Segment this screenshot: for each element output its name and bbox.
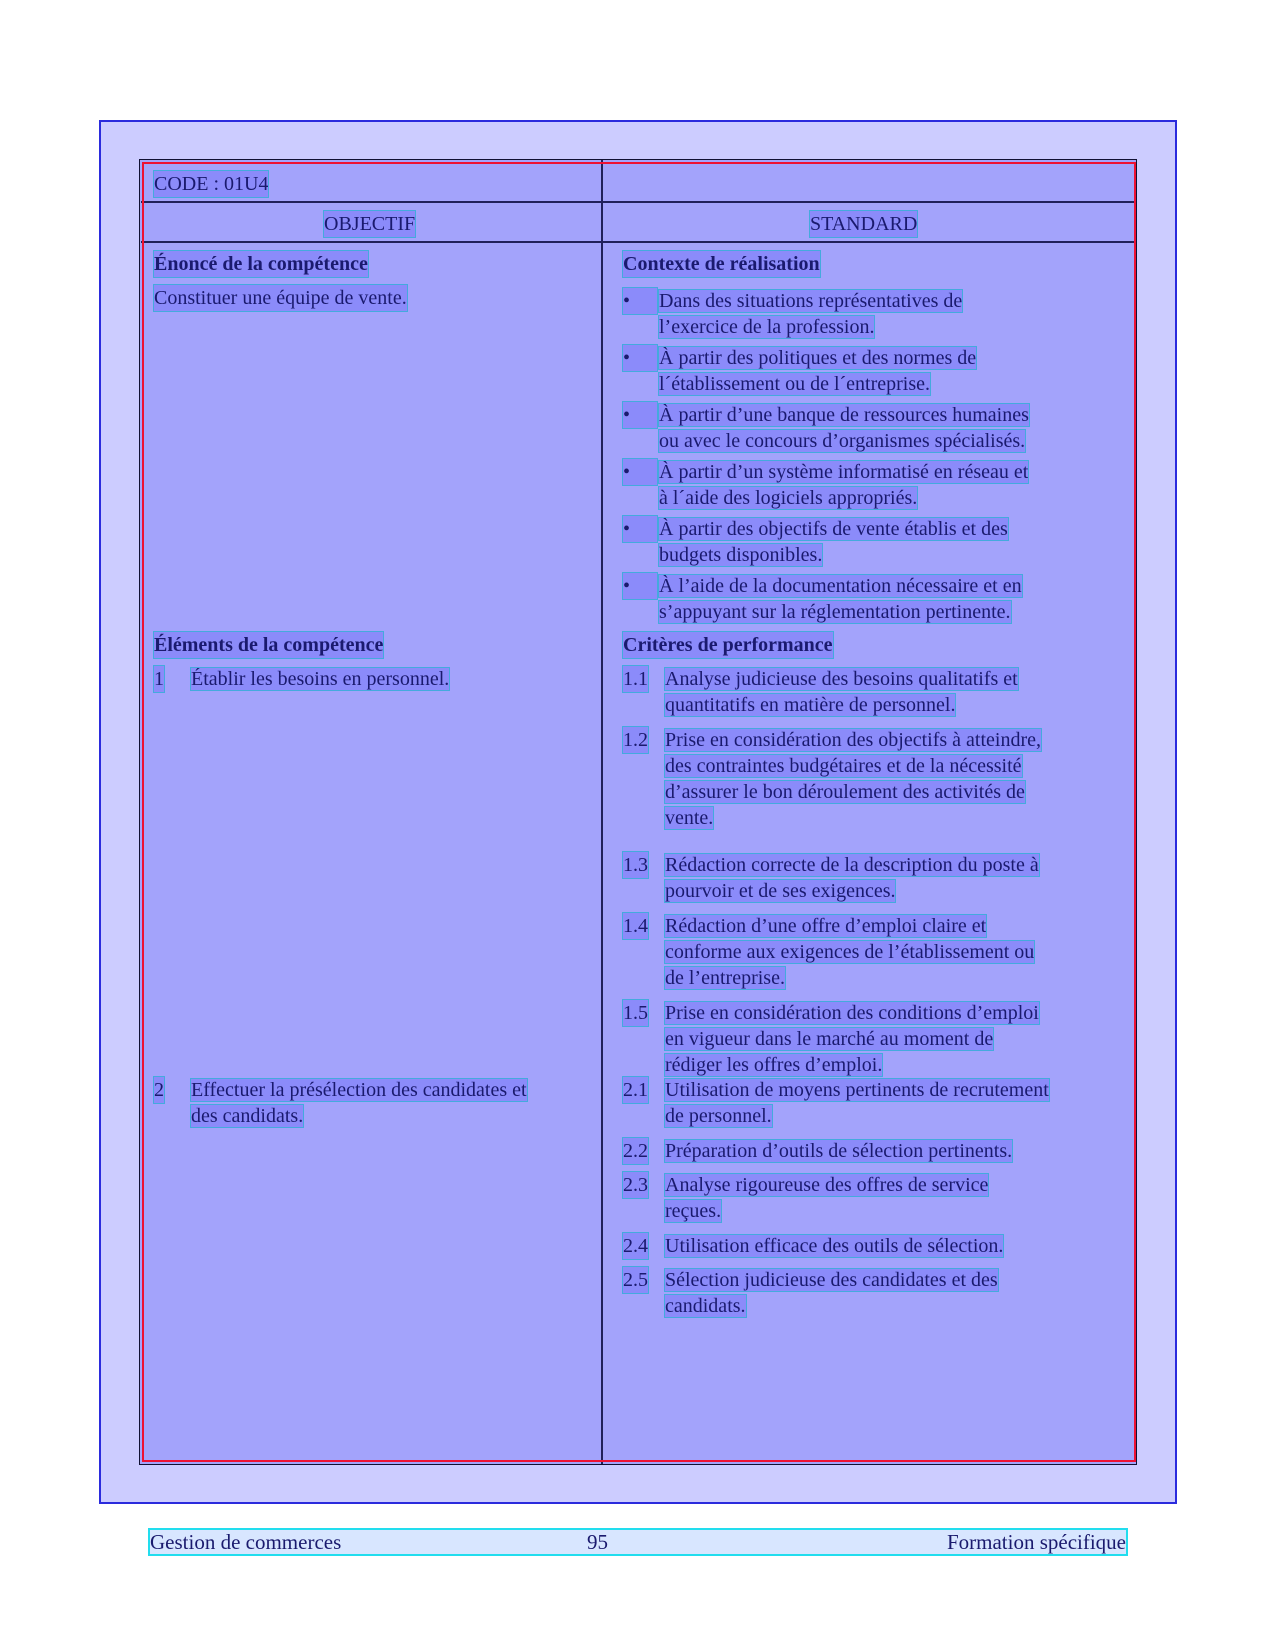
text-run: À partir des objectifs de vente établis et des <box>659 518 1008 540</box>
text-line <box>665 1267 998 1293</box>
text-line <box>659 485 1028 511</box>
row-divider <box>141 201 1135 203</box>
text-line <box>665 878 1039 904</box>
element-number: 2 <box>154 1079 164 1101</box>
text-run: conforme aux exigences de l’établissement ou <box>665 941 1035 963</box>
element-text <box>191 666 449 692</box>
text-line <box>665 852 1039 878</box>
critere-text <box>665 1233 1003 1259</box>
element-text <box>191 1077 527 1129</box>
text-run: À partir d’un système informatisé en réseau et <box>659 461 1029 483</box>
bullet-marker: • <box>623 516 657 542</box>
footer-program: Gestion de commerces <box>150 1530 342 1554</box>
text-run: Utilisation efficace des outils de sélection. <box>665 1235 1004 1257</box>
contexte-item-text <box>659 345 976 397</box>
contexte-item-text <box>659 573 1022 625</box>
text-run: de personnel. <box>665 1105 772 1127</box>
text-run: Rédaction correcte de la description du poste à <box>665 854 1039 876</box>
column-divider <box>601 160 603 1464</box>
text-line <box>665 779 1041 805</box>
text-line <box>665 692 1018 718</box>
text-run: l’exercice de la profession. <box>659 316 875 338</box>
critere-text <box>665 666 1018 718</box>
elements-title: Éléments de la compétence <box>154 634 384 656</box>
text-run: des candidats. <box>191 1105 304 1127</box>
text-line <box>665 939 1034 965</box>
text-run: des contraintes budgétaires et de la nécessité <box>665 755 1022 777</box>
enonce-title: Énoncé de la compétence <box>154 253 368 275</box>
text-line <box>191 1103 527 1129</box>
text-run: l´établissement ou de l´entreprise. <box>659 373 931 395</box>
critere-number: 2.5 <box>623 1269 648 1291</box>
page-footer <box>150 1530 1126 1554</box>
text-run: À partir d’une banque de ressources humaines <box>659 404 1029 426</box>
text-run: Utilisation de moyens pertinents de recrutement <box>665 1079 1049 1101</box>
criteres-title: Critères de performance <box>623 634 833 656</box>
bullet-marker: • <box>623 345 657 371</box>
text-line <box>191 1077 527 1103</box>
text-run: Prise en considération des conditions d’emploi <box>665 1002 1039 1024</box>
critere-text <box>665 1172 988 1224</box>
text-line <box>665 805 1041 831</box>
text-line <box>665 1000 1039 1026</box>
text-line <box>659 288 962 314</box>
code-label: CODE : 01U4 <box>154 173 269 195</box>
text-line <box>659 459 1028 485</box>
text-run: Sélection judicieuse des candidates et des <box>665 1269 998 1291</box>
text-line <box>191 666 449 692</box>
contexte-title: Contexte de réalisation <box>623 253 820 275</box>
text-line <box>665 1077 1049 1103</box>
contexte-item-text <box>659 516 1008 568</box>
text-line <box>665 1052 1039 1078</box>
critere-text <box>665 913 1034 991</box>
footer-page-number: 95 <box>587 1530 608 1554</box>
text-run: À l’aide de la documentation nécessaire et en <box>659 575 1022 597</box>
text-run: budgets disponibles. <box>659 544 823 566</box>
text-run: en vigueur dans le marché au moment de <box>665 1028 994 1050</box>
critere-number: 1.5 <box>623 1002 648 1024</box>
critere-text <box>665 1267 998 1319</box>
text-run: s’appuyant sur la réglementation pertinente. <box>659 601 1011 623</box>
bullet-marker: • <box>623 573 657 599</box>
text-run: à l´aide des logiciels appropriés. <box>659 487 918 509</box>
text-line <box>665 1103 1049 1129</box>
text-run: Analyse judicieuse des besoins qualitatifs et <box>665 668 1018 690</box>
text-line <box>659 314 962 340</box>
text-run: d’assurer le bon déroulement des activités de <box>665 781 1025 803</box>
text-line <box>665 753 1041 779</box>
bullet-marker: • <box>623 288 657 314</box>
text-line <box>659 345 976 371</box>
text-line <box>659 599 1022 625</box>
critere-number: 1.4 <box>623 915 648 937</box>
text-run: rédiger les offres d’emploi. <box>665 1054 883 1076</box>
text-run: Établir les besoins en personnel. <box>191 668 450 690</box>
critere-number: 1.1 <box>623 668 648 690</box>
text-run: quantitatifs en matière de personnel. <box>665 694 956 716</box>
critere-text <box>665 1000 1039 1078</box>
critere-text <box>665 1138 1012 1164</box>
text-line <box>665 913 1034 939</box>
text-line <box>659 428 1029 454</box>
text-line <box>665 965 1034 991</box>
enonce-text: Constituer une équipe de vente. <box>154 287 407 309</box>
critere-text <box>665 852 1039 904</box>
text-line <box>659 542 1008 568</box>
text-run: vente. <box>665 807 714 829</box>
text-run: ou avec le concours d’organismes spécialisés. <box>659 430 1026 452</box>
contexte-item-text <box>659 459 1028 511</box>
text-run: Effectuer la présélection des candidates et <box>191 1079 527 1101</box>
critere-number: 2.3 <box>623 1174 648 1196</box>
text-run: pourvoir et de ses exigences. <box>665 880 896 902</box>
critere-number: 2.2 <box>623 1140 648 1162</box>
text-run: Rédaction d’une offre d’emploi claire et <box>665 915 987 937</box>
text-run: Dans des situations représentatives de <box>659 290 963 312</box>
bullet-marker: • <box>623 459 657 485</box>
text-run: Prise en considération des objectifs à atteindre, <box>665 729 1041 751</box>
text-run: À partir des politiques et des normes de <box>659 347 977 369</box>
critere-number: 2.4 <box>623 1235 648 1257</box>
footer-section: Formation spécifique <box>946 1530 1126 1554</box>
element-number: 1 <box>154 668 164 690</box>
text-line <box>659 516 1008 542</box>
text-run: reçues. <box>665 1200 722 1222</box>
critere-text <box>665 727 1041 831</box>
objectif-header: OBJECTIF <box>324 213 416 235</box>
critere-number: 1.3 <box>623 854 648 876</box>
standard-header: STANDARD <box>810 213 918 235</box>
text-line <box>665 1198 988 1224</box>
text-line <box>665 1172 988 1198</box>
text-line <box>665 1293 998 1319</box>
text-line <box>665 1138 1012 1164</box>
text-line <box>659 573 1022 599</box>
row-divider <box>141 241 1135 243</box>
contexte-item-text <box>659 288 962 340</box>
bullet-marker: • <box>623 402 657 428</box>
text-line <box>665 666 1018 692</box>
text-run: Préparation d’outils de sélection pertinents. <box>665 1140 1013 1162</box>
contexte-item-text <box>659 402 1029 454</box>
critere-number: 1.2 <box>623 729 648 751</box>
text-line <box>659 371 976 397</box>
text-line <box>665 727 1041 753</box>
text-run: candidats. <box>665 1295 746 1317</box>
critere-number: 2.1 <box>623 1079 648 1101</box>
text-line <box>659 402 1029 428</box>
text-line <box>665 1233 1003 1259</box>
text-run: de l’entreprise. <box>665 967 785 989</box>
text-run: Analyse rigoureuse des offres de service <box>665 1174 989 1196</box>
critere-text <box>665 1077 1049 1129</box>
text-line <box>665 1026 1039 1052</box>
